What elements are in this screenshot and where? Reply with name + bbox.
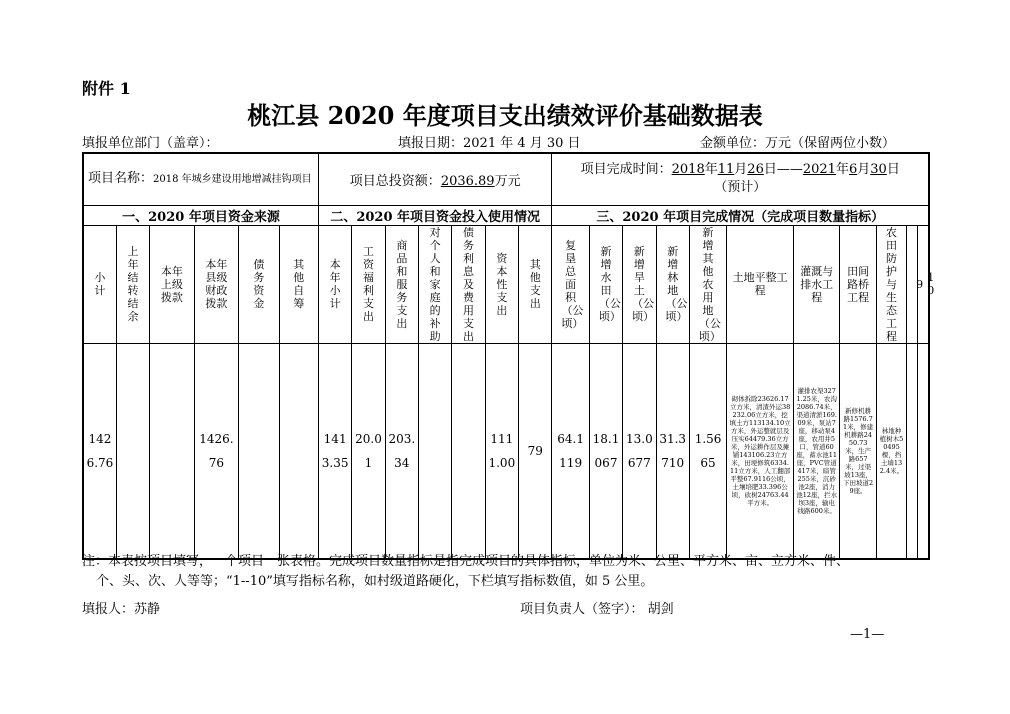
header-usage-4: 债务利息及费用支出 — [452, 225, 485, 343]
header-funding-4: 债务资金 — [239, 225, 279, 343]
header-completion-8: 农田防护与生态工程 — [876, 225, 906, 343]
value-funding-0: 142 6.76 — [83, 343, 116, 559]
header-completion-5: 土地平整工程 — [727, 225, 794, 343]
fill-date: 填报日期：2021 年 4 月 30 日 — [398, 136, 581, 151]
value-completion-7: 新修机耕路1576.71米，修建机耕路2450.73米，生产路657米，过渠坡13座，下田坡道29座。 — [840, 343, 876, 559]
year-char: 年 — [835, 162, 849, 178]
data-table — [82, 152, 935, 560]
value-completion-5: 砌体拆除23626.17立方米，清渣外运38232.06立方米，挖填土方113134.10立方米，外运整就层及压实64479.36立方米，外运耕作层及摊铺143106.23立方米，田埂修筑6334.11立方米，人工翻部平整67.9116公顷，土壤培肥33.396公顷，砍树24763.44平方米。 — [727, 343, 794, 559]
header-usage-1: 工资福利支出 — [352, 225, 385, 343]
value-usage-5: 111 1.00 — [485, 343, 518, 559]
value-funding-5 — [279, 343, 318, 559]
project-manager: 项目负责人（签字）： 胡剑 — [520, 602, 674, 617]
header-usage-5: 资本性支出 — [485, 225, 518, 343]
header-completion-1: 新增水田（公顷） — [589, 225, 622, 343]
section-completion: 三、2020 年项目完成情况（完成项目数量指标） — [552, 205, 929, 225]
value-completion-9 — [907, 343, 918, 559]
header-funding-3: 本年县级财政拨款 — [194, 225, 238, 343]
day-char: 日 — [763, 162, 777, 178]
value-completion-6: 灌排农渠3271.25米，农沟2086.74米，渠道清淤169.09米，泵站7座，移动泵4座，农用井5口，管道60座，蓄水池11座，PVC管道417米，暗管255米，沉砂池2座，消力池12座，拦水坝3座，输电线路600米。 — [793, 343, 839, 559]
value-row — [83, 343, 929, 559]
value-completion-0: 64.1 119 — [552, 343, 589, 559]
document-title: 桃江县 2020 年度项目支出绩效评价基础数据表 — [247, 101, 763, 130]
value-usage-2: 203. 34 — [385, 343, 418, 559]
time-end-day: 30 — [870, 162, 887, 178]
value-funding-3: 1426. 76 — [194, 343, 238, 559]
project-info-row — [83, 153, 929, 205]
header-completion-2: 新增旱土（公顷） — [623, 225, 656, 343]
amount-unit: 金额单位：万元（保留两位小数） — [700, 136, 896, 151]
section-usage: 二、2020 年项目资金投入使用情况 — [318, 205, 551, 225]
value-usage-3 — [418, 343, 451, 559]
project-time-label: 项目完成时间： — [580, 162, 672, 178]
attachment-label: 附件 1 — [82, 79, 131, 98]
value-usage-1: 20.0 1 — [352, 343, 385, 559]
value-funding-4 — [239, 343, 279, 559]
filler-unit: 填报单位部门（盖章）： — [82, 136, 219, 151]
header-usage-6: 其他支出 — [519, 225, 552, 343]
time-start-month: 11 — [717, 162, 735, 178]
value-usage-6: 79 — [519, 343, 552, 559]
time-start-day: 26 — [747, 162, 764, 178]
time-start-year: 2018 — [671, 162, 705, 178]
header-completion-0: 复垦总面积（公顷） — [552, 225, 589, 343]
header-funding-0: 小计 — [83, 225, 116, 343]
value-funding-2 — [150, 343, 194, 559]
project-name-value: 2018 年城乡建设用地增减挂钩项目 — [153, 173, 312, 185]
value-funding-1 — [116, 343, 149, 559]
header-funding-5: 其他自筹 — [279, 225, 318, 343]
month-char: 月 — [734, 162, 748, 178]
header-completion-6: 灌溉与排水工程 — [793, 225, 839, 343]
project-time-cell — [552, 153, 929, 205]
value-usage-4 — [452, 343, 485, 559]
month-char: 月 — [857, 162, 871, 178]
project-name-label: 项目名称： — [88, 170, 154, 186]
header-completion-9: 9 — [907, 225, 918, 343]
value-completion-8: 林地种植树木50495棵，挡土墙132.4米。 — [876, 343, 906, 559]
value-completion-10 — [918, 343, 929, 559]
project-name-cell — [83, 153, 318, 205]
day-char: 日 — [886, 162, 900, 178]
section-funding: 一、2020 年项目资金来源 — [83, 205, 318, 225]
value-usage-0: 141 3.35 — [318, 343, 351, 559]
header-completion-3: 新增林地（公顷） — [656, 225, 689, 343]
header-completion-4: 新增其他农用地（公顷） — [689, 225, 726, 343]
project-total-value: 2036.89 — [440, 173, 495, 189]
header-funding-2: 本年上级拨款 — [150, 225, 194, 343]
time-end-year: 2021 — [802, 162, 836, 178]
header-funding-1: 上年结转结余 — [116, 225, 149, 343]
reporter: 填报人：苏静 — [82, 602, 161, 617]
header-usage-3: 对个人和家庭的补助 — [418, 225, 451, 343]
year-char: 年 — [704, 162, 718, 178]
note-line-2: 个、头、次、人等等；“1--10”填写指标名称，如村级道路硬化，下栏填写指标数值，如 5 公里。 — [96, 574, 654, 589]
header-usage-0: 本年小计 — [318, 225, 351, 343]
header-completion-10: 10 — [918, 225, 929, 343]
page-number: —1— — [850, 627, 885, 642]
header-row — [83, 225, 929, 343]
project-total-label: 项目总投资额： — [349, 173, 441, 189]
time-dash: —— — [776, 162, 803, 178]
project-total-cell — [318, 153, 551, 205]
value-completion-1: 18.1 067 — [589, 343, 622, 559]
time-expected: （预计） — [714, 180, 767, 196]
value-completion-2: 13.0 677 — [623, 343, 656, 559]
section-row — [83, 205, 929, 225]
value-completion-3: 31.3 710 — [656, 343, 689, 559]
project-time-line — [552, 161, 928, 179]
value-completion-4: 1.56 65 — [689, 343, 726, 559]
header-usage-2: 商品和服务支出 — [385, 225, 418, 343]
project-total-unit: 万元 — [494, 173, 521, 189]
header-completion-7: 田间路桥工程 — [840, 225, 876, 343]
time-end-month: 6 — [848, 162, 858, 178]
note-line-1: 注：本表按项目填写，一个项目一张表格。完成项目数量指标是指完成项目的具体指标，单位为米、公里、平方米、亩、立方米、件、 — [82, 554, 850, 569]
